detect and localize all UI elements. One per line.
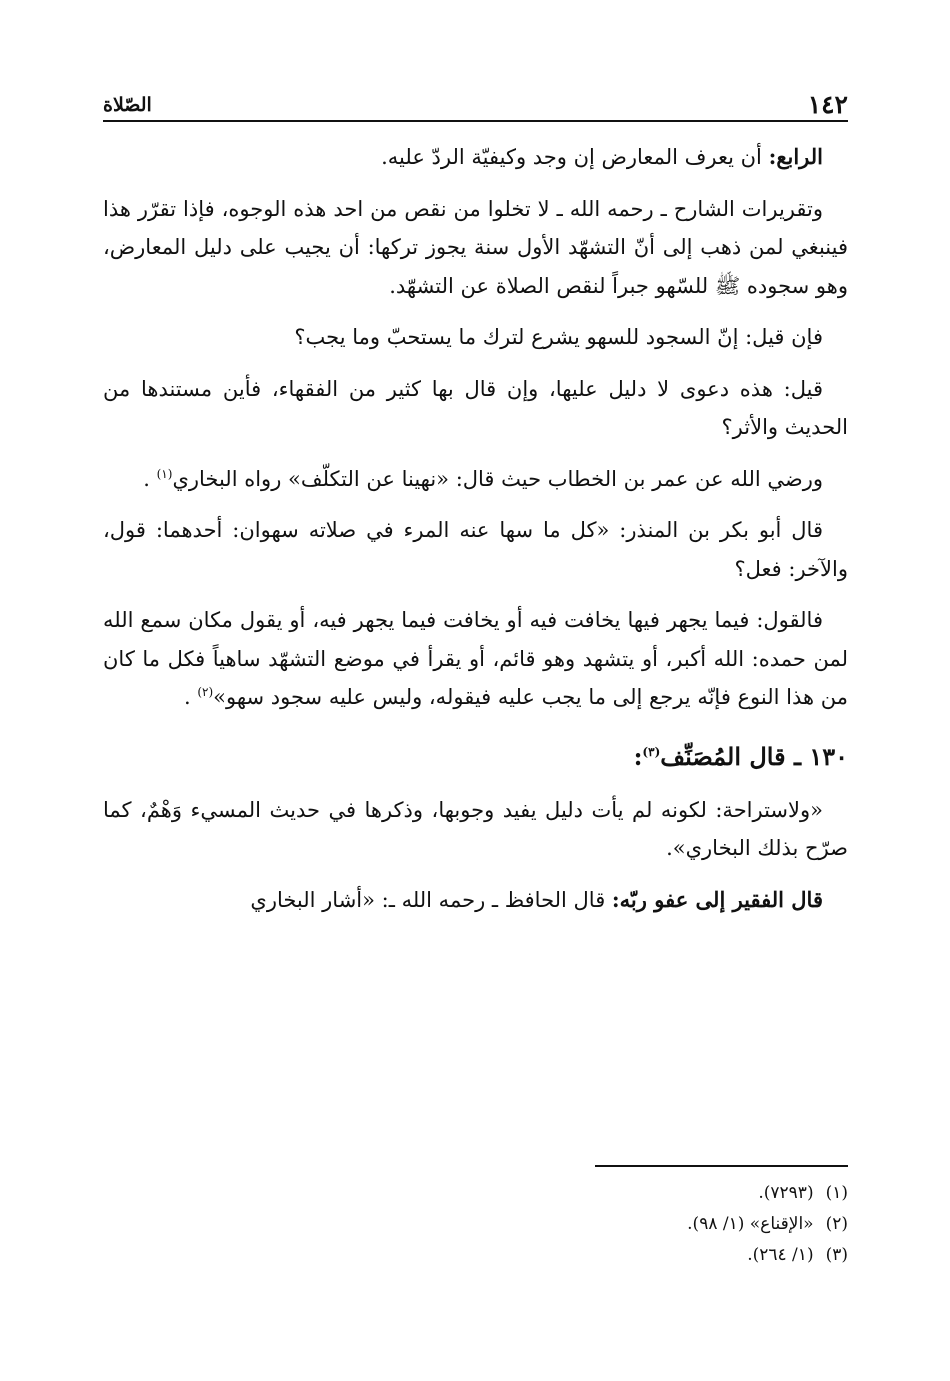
paragraph-text: فالقول: فيما يجهر فيها يخافت فيه أو يخافت فيما يجهر فيه، أو يقول مكان سمع الله لمن حمده: الله أكبر، أو يتشهد وهو قائم، أو يقرأ في موضع التشهّد ساهياً فكل ما كان من هذا النوع فإنّه يرجع إلى ما يجب عليه فيقوله، وليس عليه سجود سهو» (103, 608, 848, 709)
footnotes (500, 1178, 848, 1271)
footnote-item (500, 1240, 848, 1271)
paragraph-text: فإن قيل: إنّ السجود للسهو يشرع لترك ما يستحبّ وما يجب؟ (294, 325, 823, 349)
paragraph-text: قال أبو بكر بن المنذر: «كل ما سها عنه المرء في صلاته سهوان: أحدهما: قول، والآخر: فعل؟ (103, 518, 848, 581)
main-text (103, 138, 848, 919)
paragraph-tail: . (143, 466, 157, 491)
paragraph-lead: الرابع: (768, 144, 823, 169)
paragraph-umar-quote (103, 460, 848, 499)
footnote-marker: (٢) (197, 685, 214, 699)
footnote-marker: (٣) (642, 744, 661, 759)
paragraph-text: وتقريرات الشارح ـ رحمه الله ـ لا تخلوا من نقص من احد هذه الوجوه، فإذا تقرّر هذا فينبغي لمن ذهب إلى أنّ التشهّد الأول سنة يجوز تركها: أن يجيب على دليل المعارض، وهو سجوده ﷺ للسّهو جبراً لنقص الصلاة عن التشهّد. (103, 196, 848, 298)
footnote-text: (١/ ٢٦٤). (747, 1245, 814, 1265)
footnote-item (500, 1209, 848, 1240)
section-heading-tail: : (633, 741, 643, 771)
footnote-separator (595, 1165, 848, 1167)
paragraph-tail: . (183, 685, 198, 709)
footnote-number: (٣) (825, 1245, 848, 1265)
footnote-item (500, 1178, 848, 1209)
paragraph-speech (103, 601, 848, 717)
section-heading-text: ١٣٠ ـ قال المُصَنِّف (660, 741, 848, 771)
footnote-number: (١) (825, 1183, 848, 1203)
section-heading (103, 737, 848, 777)
paragraph-commentary (103, 190, 848, 306)
paragraph-poor-servant (103, 881, 848, 920)
footnote-marker: (١) (156, 466, 173, 481)
paragraph-author-quote (103, 791, 848, 868)
running-title: الصّلاة (103, 94, 152, 116)
paragraph-text: أن يعرف المعارض إن وجد وكيفيّة الردّ عليه. (381, 145, 769, 169)
paragraph-answer (103, 370, 848, 447)
paragraph-ibn-mundhir (103, 511, 848, 588)
footnote-text: «الإقناع» (١/ ٩٨). (687, 1214, 814, 1234)
paragraph-text: «ولاستراحة: لكونه لم يأت دليل يفيد وجوبها، وذكرها في حديث المسيء وَهْمٌ، كما صرّح بذلك البخاري». (103, 797, 848, 860)
paragraph-text: ورضي الله عن عمر بن الخطاب حيث قال: «نهينا عن التكلّف» رواه البخاري (172, 466, 823, 491)
paragraph-lead: قال الفقير إلى عفو ربّه: (611, 886, 823, 912)
book-page (103, 84, 848, 932)
footnote-number: (٢) (825, 1214, 848, 1234)
page-number: ١٤٢ (807, 90, 848, 119)
paragraph-text: قيل: هذه دعوى لا دليل عليها، وإن قال بها كثير من الفقهاء، فأين مستندها من الحديث والأثر؟ (103, 376, 848, 439)
paragraph-text: قال الحافظ ـ رحمه الله ـ: «أشار البخاري (250, 887, 612, 912)
footnote-text: (٧٢٩٣). (758, 1183, 814, 1203)
page-header (103, 84, 848, 122)
paragraph-question (103, 318, 848, 357)
paragraph-fourth (103, 138, 848, 177)
